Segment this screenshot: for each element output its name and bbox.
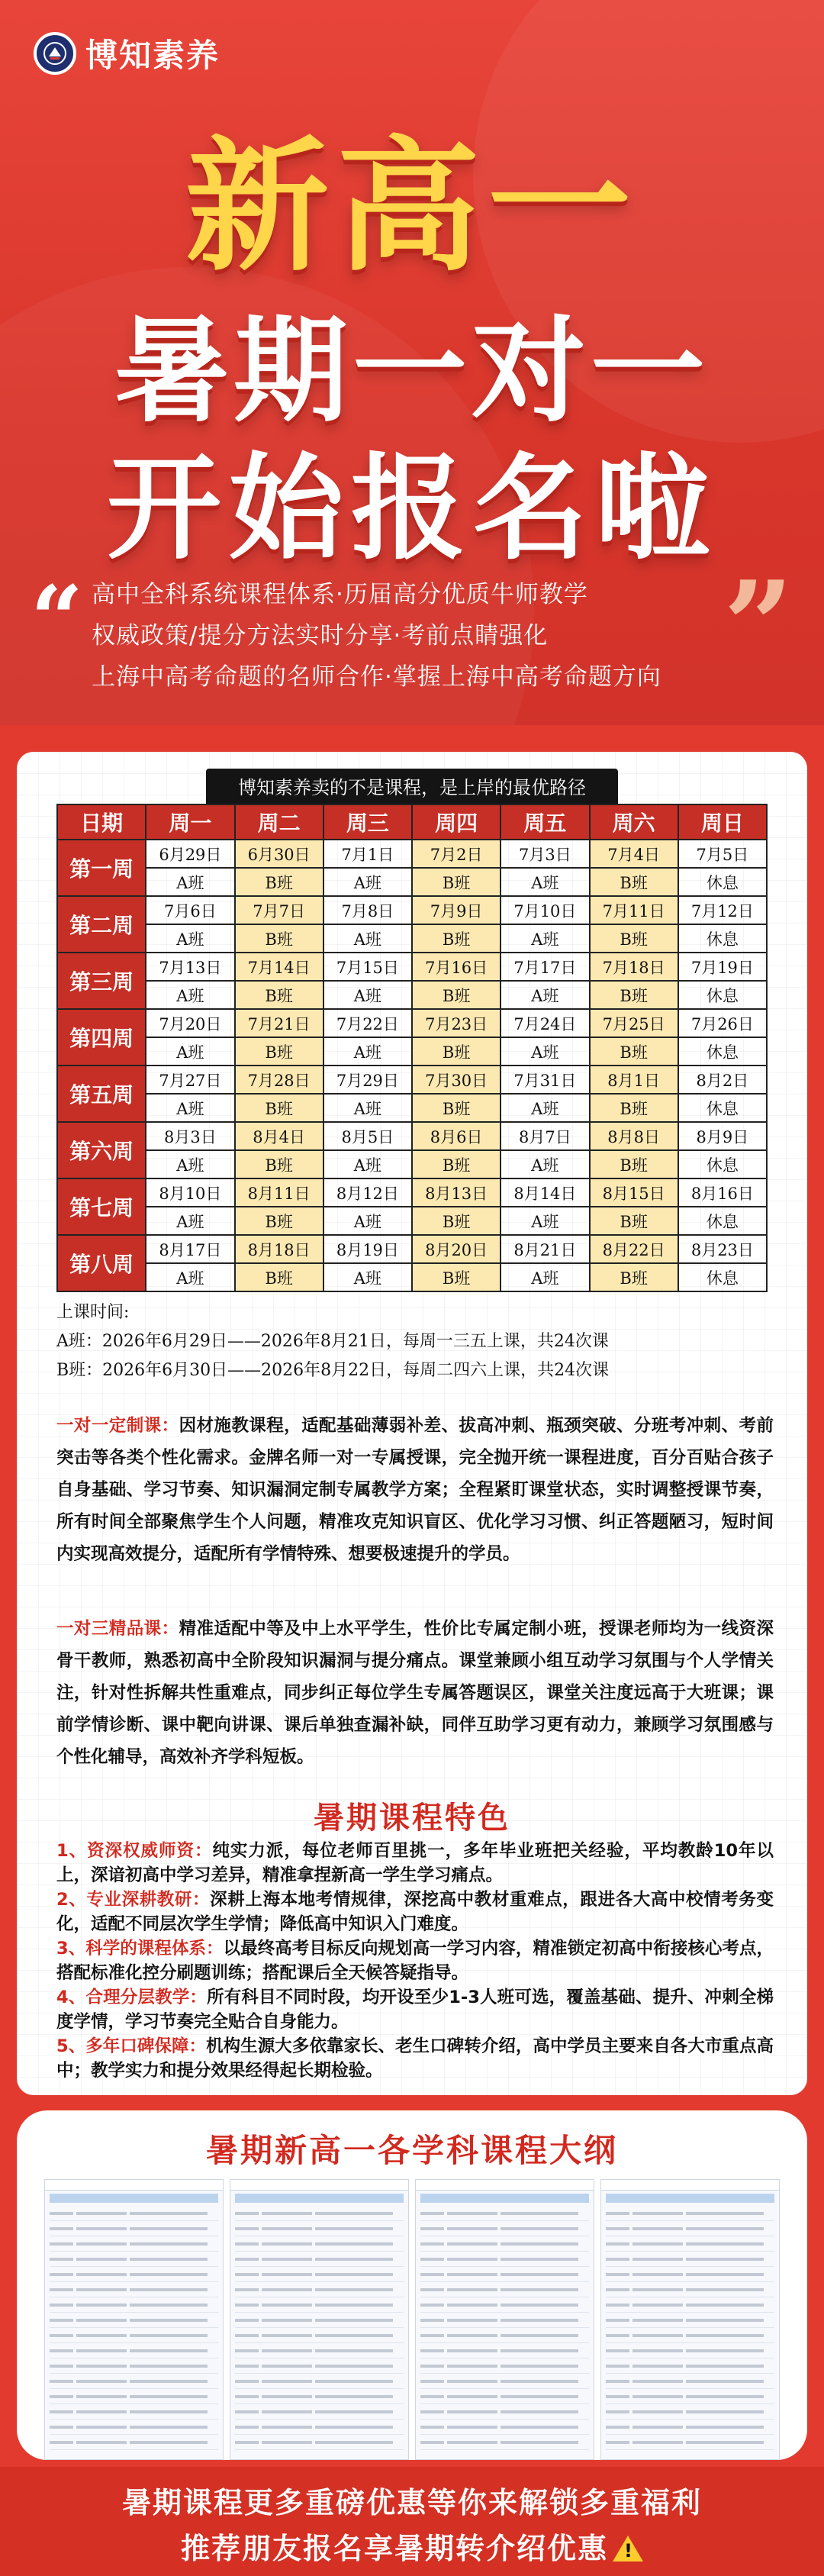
class-cell: A班 — [323, 924, 412, 953]
document-row — [606, 2236, 774, 2252]
class-cell: A班 — [146, 1094, 234, 1122]
class-cell: A班 — [501, 1037, 589, 1066]
tagline: 权威政策/提分方法实时分享·考前点睛强化 — [92, 622, 549, 650]
document-row — [50, 2282, 218, 2297]
class-cell: A班 — [501, 1094, 589, 1122]
date-cell: 7月25日 — [590, 1009, 678, 1037]
document-row — [420, 2221, 589, 2236]
class-cell: 休息 — [678, 1094, 767, 1122]
class-cell: A班 — [146, 1037, 234, 1066]
class-cell: B班 — [412, 981, 501, 1009]
document-title-bar — [235, 2194, 404, 2203]
table-row — [57, 981, 767, 1009]
document-row — [50, 2389, 218, 2404]
date-cell: 8月2日 — [678, 1066, 767, 1094]
document-row — [606, 2343, 774, 2358]
document-row — [235, 2343, 404, 2358]
table-row — [57, 868, 767, 896]
document-row — [420, 2313, 589, 2328]
document-row — [50, 2252, 218, 2267]
syllabus-documents — [44, 2179, 780, 2460]
document-row — [235, 2297, 404, 2313]
date-cell: 7月2日 — [412, 840, 501, 868]
class-cell: 休息 — [678, 981, 767, 1009]
table-header: 日期 — [57, 804, 146, 840]
table-row — [57, 1207, 767, 1235]
intro-text: 精准适配中等及中上水平学生，性价比专属定制小班，授课老师均为一线资深骨干教师，熟悉初高中全阶段知识漏洞与提分痛点。课堂兼顾小组互动学习氛围与个人学情关注，针对性拆解共性重难点，同步纠正每位学生专属答题误区，课堂关注度远高于大班课；课前学情诊断、课中靶向讲课、课后单独查漏补缺，同伴互助学习更有动力，兼顾学习氛围感与个性化辅导，高效补齐学科短板。 — [56, 1619, 774, 1767]
date-cell: 7月14日 — [235, 953, 323, 981]
class-cell: B班 — [412, 868, 501, 896]
date-cell: 8月6日 — [412, 1122, 501, 1150]
class-cell: B班 — [412, 1094, 501, 1122]
feature-item — [56, 2034, 774, 2083]
tagline: 高中全科系统课程体系·历届高分优质牛师教学 — [92, 581, 588, 608]
class-cell: 休息 — [678, 868, 767, 896]
document-row — [235, 2328, 404, 2343]
document-row — [50, 2420, 218, 2435]
class-cell: A班 — [323, 1094, 412, 1122]
feature-item — [56, 1888, 774, 1936]
date-cell: 7月31日 — [501, 1066, 589, 1094]
class-cell: A班 — [501, 981, 589, 1009]
class-cell: B班 — [590, 1150, 678, 1178]
table-row — [57, 1066, 767, 1094]
date-cell: 7月19日 — [678, 953, 767, 981]
document-row — [420, 2358, 589, 2374]
class-cell: A班 — [323, 1207, 412, 1235]
feature-heading: 3、科学的课程体系： — [56, 1939, 224, 1959]
feature-heading: 2、专业深耕教研： — [56, 1890, 211, 1910]
document-row — [420, 2420, 589, 2435]
table-row — [57, 1235, 767, 1263]
class-times — [56, 1298, 609, 1385]
class-cell: B班 — [235, 924, 323, 953]
document-row — [420, 2282, 589, 2297]
intro-heading: 一对一定制课： — [56, 1416, 179, 1436]
class-cell: A班 — [323, 868, 412, 896]
feature-text: 以最终高考目标反向规划高一学习内容，精准锁定初高中衔接核心考点，搭配标准化控分刷题训练；搭配课后全天候答疑指导。 — [56, 1939, 774, 1983]
class-cell: A班 — [146, 1150, 234, 1178]
promo-footer — [0, 2467, 824, 2576]
document-row — [50, 2358, 218, 2374]
week-label: 第二周 — [57, 896, 146, 953]
date-cell: 6月29日 — [146, 840, 234, 868]
document-row — [420, 2389, 589, 2404]
class-cell: B班 — [412, 1207, 501, 1235]
week-label: 第三周 — [57, 953, 146, 1009]
table-row — [57, 1122, 767, 1150]
table-header: 周三 — [323, 804, 412, 840]
date-cell: 8月1日 — [590, 1066, 678, 1094]
document-row — [235, 2267, 404, 2282]
document-row — [50, 2267, 218, 2282]
date-cell: 8月18日 — [235, 1235, 323, 1263]
open-quote-icon: “ — [31, 566, 84, 673]
date-cell: 7月1日 — [323, 840, 412, 868]
document-title-bar — [50, 2194, 218, 2203]
date-cell: 7月21日 — [235, 1009, 323, 1037]
date-cell: 8月13日 — [412, 1178, 501, 1207]
document-row — [235, 2420, 404, 2435]
date-cell: 7月23日 — [412, 1009, 501, 1037]
title-line-3: 开始报名啦 — [106, 443, 717, 575]
class-cell: B班 — [235, 1150, 323, 1178]
document-row — [606, 2282, 774, 2297]
date-cell: 8月19日 — [323, 1235, 412, 1263]
week-label: 第七周 — [57, 1178, 146, 1235]
table-row — [57, 896, 767, 924]
table-header: 周一 — [146, 804, 234, 840]
date-cell: 8月12日 — [323, 1178, 412, 1207]
date-cell: 7月26日 — [678, 1009, 767, 1037]
table-row — [57, 953, 767, 981]
document-row — [420, 2252, 589, 2267]
promo-line-2 — [0, 2525, 824, 2567]
feature-text: 深耕上海本地考情规律，深挖高中教材重难点，跟进各大高中校情考务变化，适配不同层次学生学情；降低高中知识入门难度。 — [56, 1890, 774, 1934]
table-header-row — [57, 804, 767, 840]
document-header — [416, 2180, 594, 2191]
class-cell: A班 — [146, 1263, 234, 1291]
hero-taglines — [92, 574, 661, 698]
week-label: 第八周 — [57, 1235, 146, 1291]
slogan-banner: 博知素养卖的不是课程，是上岸的最优路径 — [206, 769, 618, 807]
document-row — [420, 2435, 589, 2450]
intro-text: 因材施教课程，适配基础薄弱补差、拔高冲刺、瓶颈突破、分班考冲刺、考前突击等各类个性化需求。金牌名师一对一专属授课，完全抛开统一课程进度，百分百贴合孩子自身基础、学习节奏、知识漏洞定制专属教学方案；全程紧盯课堂状态，实时调整授课节奏，所有时间全部聚焦学生个人问题，精准攻克知识盲区、优化学习习惯、纠正答题陋习，短时间内实现高效提分，适配所有学情特殊、想要极速提升的学员。 — [56, 1416, 774, 1564]
date-cell: 7月17日 — [501, 953, 589, 981]
document-row — [420, 2404, 589, 2420]
class-cell: B班 — [590, 981, 678, 1009]
class-cell: 休息 — [678, 924, 767, 953]
tagline: 上海中高考命题的名师合作·掌握上海中高考命题方向 — [92, 663, 661, 691]
document-row — [606, 2374, 774, 2389]
feature-item — [56, 1936, 774, 1985]
feature-text: 所有科目不同时段，均开设至少1-3人班可选，覆盖基础、提升、冲刺全梯度学情，学习节奏完全贴合自身能力。 — [56, 1988, 774, 2032]
document-row — [50, 2313, 218, 2328]
date-cell: 7月13日 — [146, 953, 234, 981]
date-cell: 7月5日 — [678, 840, 767, 868]
date-cell: 7月24日 — [501, 1009, 589, 1037]
date-cell: 7月27日 — [146, 1066, 234, 1094]
date-cell: 7月7日 — [235, 896, 323, 924]
week-label: 第四周 — [57, 1009, 146, 1066]
date-cell: 7月16日 — [412, 953, 501, 981]
feature-heading: 5、多年口碑保障： — [56, 2036, 207, 2056]
class-cell: B班 — [590, 924, 678, 953]
class-cell: A班 — [146, 981, 234, 1009]
date-cell: 8月9日 — [678, 1122, 767, 1150]
schedule-card — [17, 752, 807, 2095]
date-cell: 7月10日 — [501, 896, 589, 924]
class-cell: 休息 — [678, 1207, 767, 1235]
week-label: 第六周 — [57, 1122, 146, 1178]
class-cell: B班 — [235, 981, 323, 1009]
feature-heading: 1、资深权威师资： — [56, 1841, 213, 1861]
week-label: 第五周 — [57, 1066, 146, 1122]
document-row — [50, 2328, 218, 2343]
class-cell: B班 — [590, 1037, 678, 1066]
date-cell: 7月3日 — [501, 840, 589, 868]
intro-one-on-one — [56, 1410, 774, 1570]
document-row — [50, 2297, 218, 2313]
promo-line-2-text: 推荐朋友报名享暑期转介绍优惠 — [180, 2532, 608, 2565]
document-row — [606, 2267, 774, 2282]
date-cell: 7月11日 — [590, 896, 678, 924]
syllabus-document-image[interactable] — [415, 2179, 594, 2460]
document-row — [50, 2221, 218, 2236]
time-label: 上课时间: — [56, 1303, 130, 1322]
class-cell: B班 — [235, 1263, 323, 1291]
class-cell: A班 — [501, 868, 589, 896]
syllabus-document-image[interactable] — [230, 2179, 409, 2460]
class-cell: A班 — [323, 981, 412, 1009]
schedule-body — [57, 840, 767, 1291]
week-label: 第一周 — [57, 840, 146, 896]
class-cell: A班 — [501, 1150, 589, 1178]
class-cell: B班 — [235, 1094, 323, 1122]
class-cell: A班 — [146, 868, 234, 896]
document-row — [606, 2252, 774, 2267]
date-cell: 7月30日 — [412, 1066, 501, 1094]
date-cell: 8月20日 — [412, 1235, 501, 1263]
document-row — [420, 2328, 589, 2343]
date-cell: 7月12日 — [678, 896, 767, 924]
class-cell: B班 — [412, 1037, 501, 1066]
date-cell: 8月16日 — [678, 1178, 767, 1207]
feature-text: 机构生源大多依靠家长、老生口碑转介绍，高中学员主要来自各大市重点高中；教学实力和提分效果经得起长期检验。 — [56, 2036, 774, 2081]
document-row — [606, 2389, 774, 2404]
date-cell: 8月17日 — [146, 1235, 234, 1263]
table-header: 周四 — [412, 804, 501, 840]
date-cell: 7月4日 — [590, 840, 678, 868]
table-row — [57, 1037, 767, 1066]
table-row — [57, 840, 767, 868]
date-cell: 8月3日 — [146, 1122, 234, 1150]
class-cell: B班 — [590, 1207, 678, 1235]
document-row — [235, 2206, 404, 2221]
date-cell: 8月7日 — [501, 1122, 589, 1150]
title-line-2: 暑期一对一 — [114, 305, 710, 438]
document-header — [601, 2180, 779, 2191]
class-cell: B班 — [590, 1263, 678, 1291]
syllabus-document-image[interactable] — [44, 2179, 224, 2460]
class-cell: A班 — [323, 1150, 412, 1178]
document-header — [45, 2180, 223, 2191]
document-row — [420, 2267, 589, 2282]
class-cell: A班 — [146, 1207, 234, 1235]
date-cell: 7月6日 — [146, 896, 234, 924]
time-class-b: B班：2026年6月30日——2026年8月22日，每周二四六上课，共24次课 — [56, 1361, 610, 1380]
document-row — [50, 2435, 218, 2450]
class-cell: B班 — [235, 1037, 323, 1066]
class-cell: 休息 — [678, 1037, 767, 1066]
table-row — [57, 1263, 767, 1291]
class-cell: B班 — [235, 868, 323, 896]
document-row — [606, 2297, 774, 2313]
date-cell: 8月5日 — [323, 1122, 412, 1150]
document-row — [235, 2374, 404, 2389]
date-cell: 8月4日 — [235, 1122, 323, 1150]
class-cell: A班 — [323, 1263, 412, 1291]
promo-line-1: 暑期课程更多重磅优惠等你来解锁多重福利 — [121, 2486, 702, 2520]
document-row — [235, 2389, 404, 2404]
date-cell: 8月22日 — [590, 1235, 678, 1263]
document-row — [235, 2236, 404, 2252]
table-header: 周日 — [678, 804, 767, 840]
class-cell: A班 — [323, 1037, 412, 1066]
intro-one-on-three — [56, 1613, 774, 1773]
feature-item — [56, 1839, 774, 1888]
feature-text: 纯实力派，每位老师百里挑一，多年毕业班把关经验，平均教龄10年以上，深谙初高中学习差异，精准拿捏新高一学生学习痛点。 — [56, 1841, 774, 1885]
document-row — [420, 2236, 589, 2252]
document-row — [50, 2236, 218, 2252]
document-row — [420, 2343, 589, 2358]
table-header: 周五 — [501, 804, 589, 840]
class-cell: A班 — [501, 1263, 589, 1291]
date-cell: 8月21日 — [501, 1235, 589, 1263]
document-row — [606, 2328, 774, 2343]
document-row — [606, 2435, 774, 2450]
document-title-bar — [606, 2194, 774, 2203]
table-row — [57, 924, 767, 953]
class-cell: A班 — [146, 924, 234, 953]
document-row — [235, 2282, 404, 2297]
date-cell: 7月18日 — [590, 953, 678, 981]
date-cell: 8月23日 — [678, 1235, 767, 1263]
schedule-table — [56, 804, 768, 1292]
brand-name: 博知素养 — [85, 37, 220, 74]
date-cell: 8月15日 — [590, 1178, 678, 1207]
table-row — [57, 1094, 767, 1122]
class-cell: A班 — [501, 1207, 589, 1235]
date-cell: 7月15日 — [323, 953, 412, 981]
brand — [34, 31, 220, 76]
warning-icon — [613, 2536, 643, 2561]
table-row — [57, 1009, 767, 1037]
document-row — [235, 2358, 404, 2374]
class-cell: B班 — [412, 1150, 501, 1178]
table-header: 周二 — [235, 804, 323, 840]
date-cell: 8月10日 — [146, 1178, 234, 1207]
class-cell: 休息 — [678, 1150, 767, 1178]
table-row — [57, 1150, 767, 1178]
document-row — [235, 2313, 404, 2328]
table-row — [57, 1178, 767, 1207]
time-class-a: A班：2026年6月29日——2026年8月21日，每周一三五上课，共24次课 — [56, 1332, 609, 1351]
document-row — [420, 2206, 589, 2221]
close-quote-icon: ” — [723, 554, 793, 698]
date-cell: 6月30日 — [235, 840, 323, 868]
class-cell: B班 — [590, 868, 678, 896]
class-cell: B班 — [590, 1094, 678, 1122]
title-line-1: 新高一 — [185, 124, 639, 291]
date-cell: 7月22日 — [323, 1009, 412, 1037]
document-row — [606, 2221, 774, 2236]
date-cell: 8月14日 — [501, 1178, 589, 1207]
date-cell: 7月20日 — [146, 1009, 234, 1037]
class-cell: B班 — [412, 1263, 501, 1291]
date-cell: 8月8日 — [590, 1122, 678, 1150]
document-row — [420, 2297, 589, 2313]
document-row — [50, 2343, 218, 2358]
features-title: 暑期课程特色 — [314, 1801, 510, 1836]
document-row — [235, 2221, 404, 2236]
date-cell: 8月11日 — [235, 1178, 323, 1207]
document-row — [606, 2313, 774, 2328]
document-title-bar — [420, 2194, 589, 2203]
table-header: 周六 — [590, 804, 678, 840]
syllabus-document-image[interactable] — [600, 2179, 780, 2460]
class-cell: A班 — [501, 924, 589, 953]
date-cell: 7月9日 — [412, 896, 501, 924]
feature-item — [56, 1985, 774, 2034]
document-row — [50, 2374, 218, 2389]
hero-section — [0, 0, 824, 725]
class-cell: B班 — [412, 924, 501, 953]
document-row — [50, 2404, 218, 2420]
brand-logo-icon — [34, 32, 76, 75]
date-cell: 7月29日 — [323, 1066, 412, 1094]
document-row — [606, 2404, 774, 2420]
class-cell: 休息 — [678, 1263, 767, 1291]
document-row — [235, 2404, 404, 2420]
date-cell: 7月8日 — [323, 896, 412, 924]
class-cell: B班 — [235, 1207, 323, 1235]
syllabus-card — [17, 2110, 807, 2460]
document-row — [606, 2358, 774, 2374]
document-row — [50, 2206, 218, 2221]
document-row — [606, 2420, 774, 2435]
document-row — [235, 2435, 404, 2450]
intro-heading: 一对三精品课： — [56, 1619, 179, 1639]
document-row — [420, 2374, 589, 2389]
date-cell: 7月28日 — [235, 1066, 323, 1094]
document-row — [235, 2252, 404, 2267]
document-header — [230, 2180, 408, 2191]
feature-heading: 4、合理分层教学： — [56, 1988, 208, 2007]
document-row — [606, 2206, 774, 2221]
syllabus-title: 暑期新高一各学科课程大纲 — [205, 2132, 618, 2169]
